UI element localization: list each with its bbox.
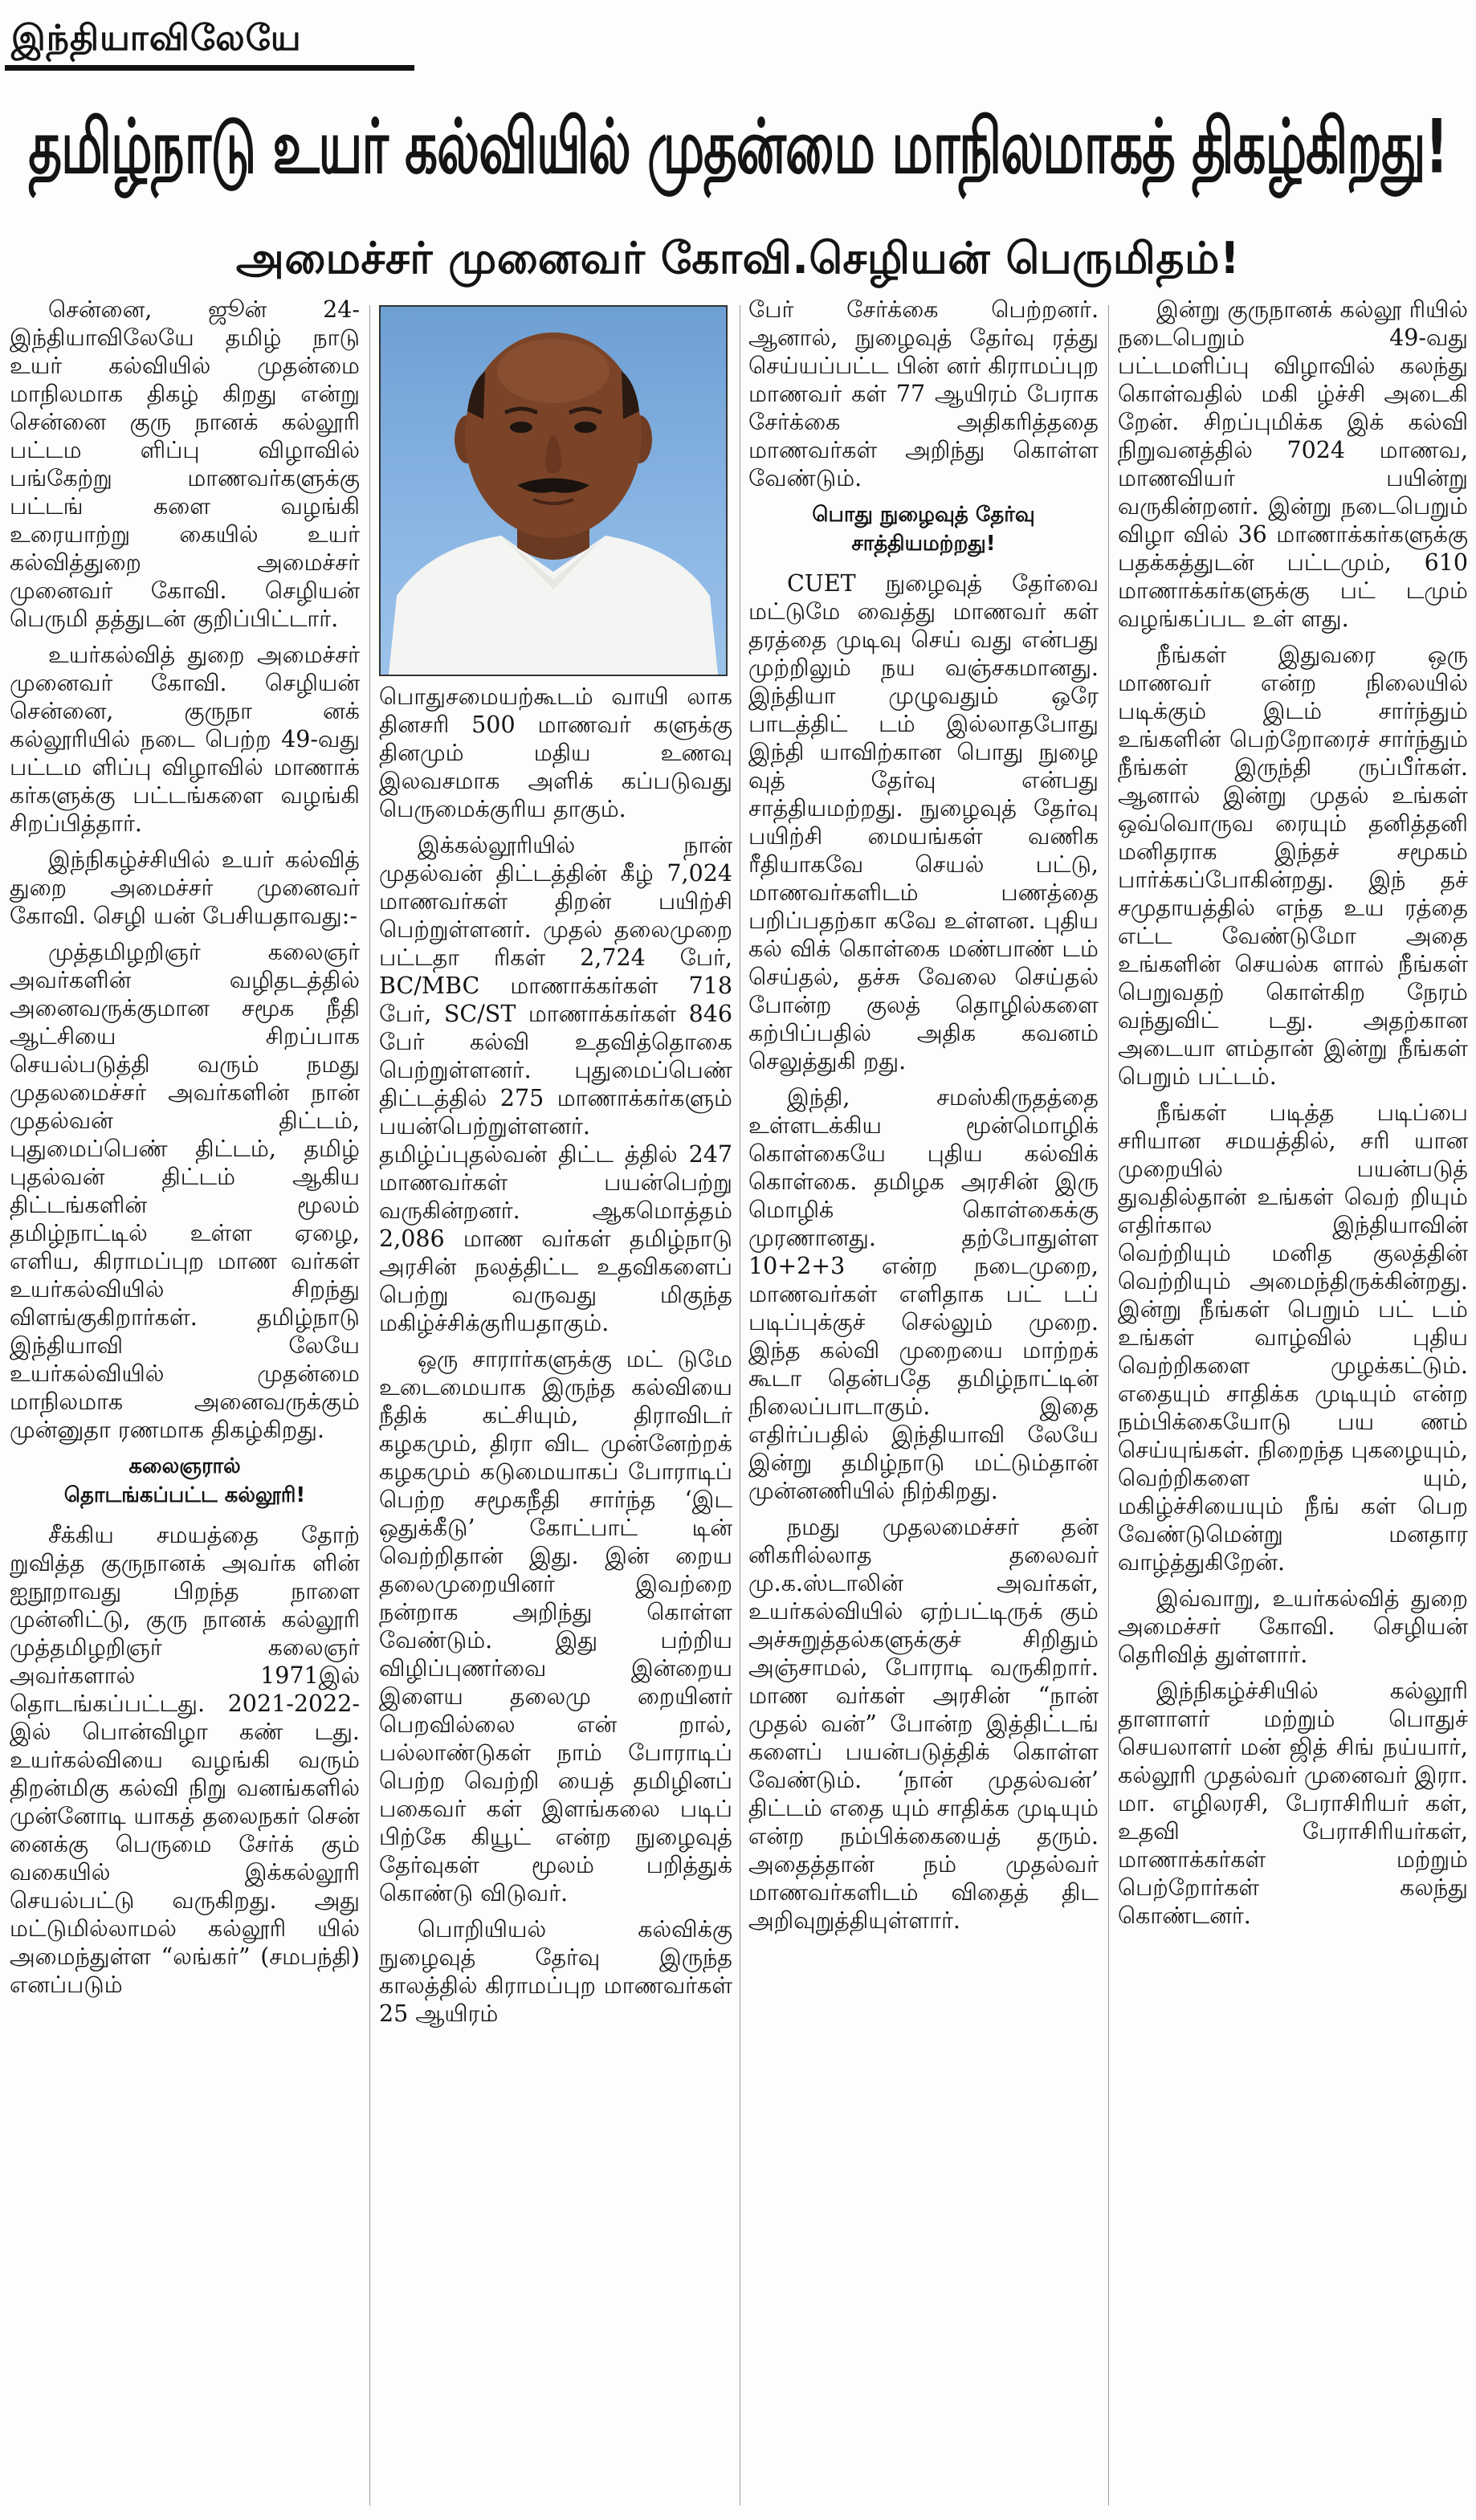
paragraph: இக்கல்லூரியில் நான் முதல்வன் திட்டத்தின் கீழ் 7,024 மாணவர்கள் திறன் பயிற்சி பெற்றுள்ளனர். முதல் தலைமுறை பட்டதா ரிகள் 2,724 பேர், BC/MBC மாணாக்கர்கள் 718 பேர், SC/ST மாணாக்கர்கள் 846 பேர் கல்வி உதவித்தொகை பெற்றுள்ளனர். புதுமைப்பெண் திட்டத்தில் 275 மாணாக்கர்களும் பயன்பெற்றுள்ளனர். தமிழ்ப்புதல்வன் திட்ட த்தில் 247 மாணவர்கள் பயன்பெற்று வருகின்றனர். ஆகமொத்தம் 2,086 மாண வர்கள் தமிழ்நாடு அரசின் நலத்திட்ட உதவிகளைப் பெற்று வருவது மிகுந்த மகிழ்ச்சிக்குரியதாகும்.: [379, 832, 732, 1336]
section-subheading: [10, 1452, 360, 1510]
paragraph: CUET நுழைவுத் தேர்வை மட்டுமே வைத்து மாணவர் கள் தரத்தை முடிவு செய் வது என்பது முற்றிலும் நய வஞ்சகமானது. இந்தியா முழுவதும் ஒரே பாடத்திட் டம் இல்லாதபோது இந்தி யாவிற்கான பொது நுழை வுத் தேர்வு என்பது சாத்தியமற்றது. நுழைவுத் தேர்வு பயிற்சி மையங்கள் வணிக ரீதியாகவே செயல் பட்டு, மாணவர்களிடம் பணத்தை பறிப்பதற்கா கவே உள்ளன. புதிய கல் விக் கொள்கை மண்பாண் டம் செய்தல், தச்சு வேலை செய்தல் போன்ற குலத் தொழில்களை கற்பிப்பதில் அதிக கவனம் செலுத்துகி றது.: [748, 570, 1099, 1074]
paragraph: ஒரு சாரார்களுக்கு மட் டுமே உடைமையாக இருந்த கல்வியை நீதிக் கட்சியும், திராவிடர் கழகமும், திரா விட முன்னேற்றக் கழகமும் கடுமையாகப் போராடிப் பெற்ற சமூகநீதி சார்ந்த ‘இட ஒதுக்கீடு’ கோட்பாட் டின் வெற்றிதான் இது. இன் றைய தலைமுறையினர் இவற்றை நன்றாக அறிந்து கொள்ள வேண்டும். இது பற்றிய விழிப்புணர்வை இன்றைய இளைய தலைமு றையினர் பெறவில்லை என் றால், பல்லாண்டுகள் நாம் போராடிப் பெற்ற வெற்றி யைத் தமிழினப் பகைவர் கள் இளங்கலை படிப் பிற்கே கியூட் என்ற நுழைவுத் தேர்வுகள் மூலம் பறித்துக் கொண்டு விடுவர்.: [379, 1346, 732, 1906]
paragraph: சென்னை, ஜூன் 24- இந்தியாவிலேயே தமிழ் நாடு உயர் கல்வியில் முதன்மை மாநிலமாக திகழ் கிறது என்று சென்னை குரு நானக் கல்லூரி பட்டம ளிப்பு விழாவில் பங்கேற்று மாணவர்களுக்கு பட்டங் களை வழங்கி உரையாற்று கையில் உயர் கல்வித்துறை அமைச்சர் முனைவர் கோவி. செழியன் பெருமி தத்துடன் குறிப்பிட்டார்.: [10, 296, 360, 632]
article-column-1: [10, 296, 360, 2512]
paragraph: நீங்கள் படித்த படிப்பை சரியான சமயத்தில், சரி யான முறையில் பயன்படுத் துவதில்தான் உங்கள் வெற் றியும் எதிர்கால இந்தியாவின் வெற்றியும் மனித குலத்தின் வெற்றியும் அமைந்திருக்கின்றது. இன்று நீங்கள் பெறும் பட் டம் உங்கள் வாழ்வில் புதிய வெற்றிகளை முழக்கட்டும். எதையும் சாதிக்க முடியும் என்ற நம்பிக்கையோடு பய ணம் செய்யுங்கள். நிறைந்த புகழையும், வெற்றிகளை யும், மகிழ்ச்சியையும் நீங் கள் பெற வேண்டுமென்று மனதார வாழ்த்துகிறேன்.: [1118, 1099, 1468, 1576]
article-kicker: இந்தியாவிலேயே: [5, 6, 414, 71]
paragraph: பொதுசமையற்கூடம் வாயி லாக தினசரி 500 மாணவர் களுக்கு தினமும் மதிய உணவு இலவசமாக அளிக் கப்படுவது பெருமைக்குரிய தாகும்.: [379, 683, 732, 822]
paragraph: பேர் சேர்க்கை பெற்றனர். ஆனால், நுழைவுத் தேர்வு ரத்து செய்யப்பட்ட பின் னர் கிராமப்புற மாணவர் கள் 77 ஆயிரம் பேராக சேர்க்கை அதிகரித்ததை மாணவர்கள் அறிந்து கொள்ள வேண்டும்.: [748, 296, 1099, 491]
paragraph: இன்று குருநானக் கல்லூ ரியில் நடைபெறும் 49-வது பட்டமளிப்பு விழாவில் கலந்து கொள்வதில் மகி ழ்ச்சி அடைகி றேன். சிறப்புமிக்க இக் கல்வி நிறுவனத்தில் 7024 மாணவ, மாணவியர் பயின்று வருகின்றனர். இன்று நடைபெறும் விழா வில் 36 மாணாக்கர்களுக்கு பதக்கத்துடன் பட்டமும், 610 மாணாக்கர்களுக்கு பட் டமும் வழங்கப்பட உள் ளது.: [1118, 296, 1468, 632]
paragraph: பொறியியல் கல்விக்கு நுழைவுத் தேர்வு இருந்த காலத்தில் கிராமப்புற மாணவர்கள் 25 ஆயிரம்: [379, 1916, 732, 2027]
paragraph: நமது முதலமைச்சர் தன் னிகரில்லாத தலைவர் மு.க.ஸ்டாலின் அவர்கள், உயர்கல்வியில் ஏற்பட்டிருக் கும் அச்சுறுத்தல்களுக்குச் சிறிதும் அஞ்சாமல், போராடி வருகிறார். மாண வர்கள் அரசின் “நான் முதல் வன்” போன்ற இத்திட்டங் களைப் பயன்படுத்திக் கொள்ள வேண்டும். ‘நான் முதல்வன்’ திட்டம் எதை யும் சாதிக்க முடியும் என்ற நம்பிக்கையைத் தரும். அதைத்தான் நம் முதல்வர் மாணவர்களிடம் விதைத் திட அறிவுறுத்தியுள்ளார்.: [748, 1514, 1099, 1934]
subheading-line: கலைஞரால்: [128, 1454, 241, 1478]
paragraph: இந்நிகழ்ச்சியில் கல்லூரி தாளாளர் மற்றும் பொதுச் செயலாளர் மன் ஜித் சிங் நய்யார், கல்லூரி முதல்வர் முனைவர் இரா. மா. எழிலரசி, பேராசிரியர் கள், உதவி பேராசிரியர்கள், மாணாக்கர்கள் மற்றும் பெற்றோர்கள் கலந்து கொண்டனர்.: [1118, 1678, 1468, 1929]
subheading-line: சாத்தியமற்றது!: [851, 532, 996, 556]
paragraph: நீங்கள் இதுவரை ஒரு மாணவர் என்ற நிலையில் படிக்கும் இடம் சார்ந்தும் உங்களின் பெற்றோரைச் சார்ந்தும் நீங்கள் இருந்தி ருப்பீர்கள். ஆனால் இன்று முதல் உங்கள் ஒவ்வொருவ ரையும் தனித்தனி மனிதராக இந்தச் சமூகம் பார்க்கப்போகின்றது. இந் தச் சமுதாயத்தில் எந்த உய ரத்தை எட்ட வேண்டுமோ அதை உங்களின் செயல்க ளால் நீங்கள் பெறுவதற் கொள்கிற நேரம் வந்துவிட் டது. அதற்கான அடையா ளம்தான் இன்று நீங்கள் பெறும் பட்டம்.: [1118, 642, 1468, 1090]
paragraph: இந்தி, சமஸ்கிருதத்தை உள்ளடக்கிய மூன்மொழிக் கொள்கையே புதிய கல்விக் கொள்கை. தமிழக அரசின் இரு மொழிக் கொள்கைக்கு முரணானது. தற்போதுள்ள 10+2+3 என்ற நடைமுறை, மாணவர்கள் எளிதாக பட் டப் படிப்புக்குச் செல்லும் முறை. இந்த கல்வி முறையை மாற்றக் கூடா தென்பதே தமிழ்நாட்டின் நிலைப்பாடாகும். இதை எதிர்ப்பதில் இந்தியாவி லேயே இன்று தமிழ்நாடு மட்டும்தான் முன்னணியில் நிற்கிறது.: [748, 1084, 1099, 1504]
article-subheadline: அமைச்சர் முனைவர் கோவி.செழியன் பெருமிதம்!: [235, 232, 1241, 283]
portrait-illustration: [381, 307, 726, 675]
section-subheading: [748, 500, 1099, 558]
article-column-2: [379, 683, 732, 2514]
paragraph: சீக்கிய சமயத்தை தோற் றுவித்த குருநானக் அவர்க ளின் ஐநூறாவது பிறந்த நாளை முன்னிட்டு, குரு நானக் கல்லூரி முத்தமிழறிஞர் கலைஞர் அவர்களால் 1971இல் தொடங்கப்பட்டது. 2021-2022-இல் பொன்விழா கண் டது. உயர்கல்வியை வழங்கி வரும் திறன்மிகு கல்வி நிறு வனங்களில் முன்னோடி யாகத் தலைநகர் சென் னைக்கு பெருமை சேர்க் கும் வகையில் இக்கல்லூரி செயல்பட்டு வருகிறது. அது மட்டுமில்லாமல் கல்லூரி யில் அமைந்துள்ள “லங்கர்” (சமபந்தி) எனப்படும்: [10, 1522, 360, 1998]
article-column-4: [1118, 296, 1468, 2512]
column-divider: [1108, 305, 1109, 2506]
subheading-line: தொடங்கப்பட்ட கல்லூரி!: [63, 1483, 306, 1507]
article-headline: தமிழ்நாடு உயர் கல்வியில் முதன்மை மாநிலமாகத் திகழ்கிறது!: [28, 104, 1448, 191]
paragraph: இவ்வாறு, உயர்கல்வித் துறை அமைச்சர் கோவி. செழியன் தெரிவித் துள்ளார்.: [1118, 1585, 1468, 1668]
paragraph: உயர்கல்வித் துறை அமைச்சர் முனைவர் கோவி. செழியன் சென்னை, குருநா னக் கல்லூரியில் நடை பெற்ற 49-வது பட்டம ளிப்பு விழாவில் மாணாக் கர்களுக்கு பட்டங்களை வழங்கி சிறப்பித்தார்.: [10, 642, 360, 837]
column-divider: [369, 305, 370, 2506]
minister-photo: [379, 305, 728, 676]
article-column-3: [748, 296, 1099, 2512]
paragraph: இந்நிகழ்ச்சியில் உயர் கல்வித் துறை அமைச்சர் முனைவர் கோவி. செழி யன் பேசியதாவது:-: [10, 846, 360, 929]
paragraph: முத்தமிழறிஞர் கலைஞர் அவர்களின் வழிதடத்தில் அனைவருக்குமான சமூக நீதி ஆட்சியை சிறப்பாக செயல்படுத்தி வரும் நமது முதலமைச்சர் அவர்களின் நான் முதல்வன் திட்டம், புதுமைப்பெண் திட்டம், தமிழ் புதல்வன் திட்டம் ஆகிய திட்டங்களின் மூலம் தமிழ்நாட்டில் உள்ள ஏழை, எளிய, கிராமப்புற மாண வர்கள் உயர்கல்வியில் சிறந்து விளங்குகிறார்கள். தமிழ்நாடு இந்தியாவி லேயே உயர்கல்வியில் முதன்மை மாநிலமாக அனைவருக்கும் முன்னுதா ரணமாக திகழ்கிறது.: [10, 939, 360, 1443]
subheading-line: பொது நுழைவுத் தேர்வு: [812, 503, 1035, 527]
